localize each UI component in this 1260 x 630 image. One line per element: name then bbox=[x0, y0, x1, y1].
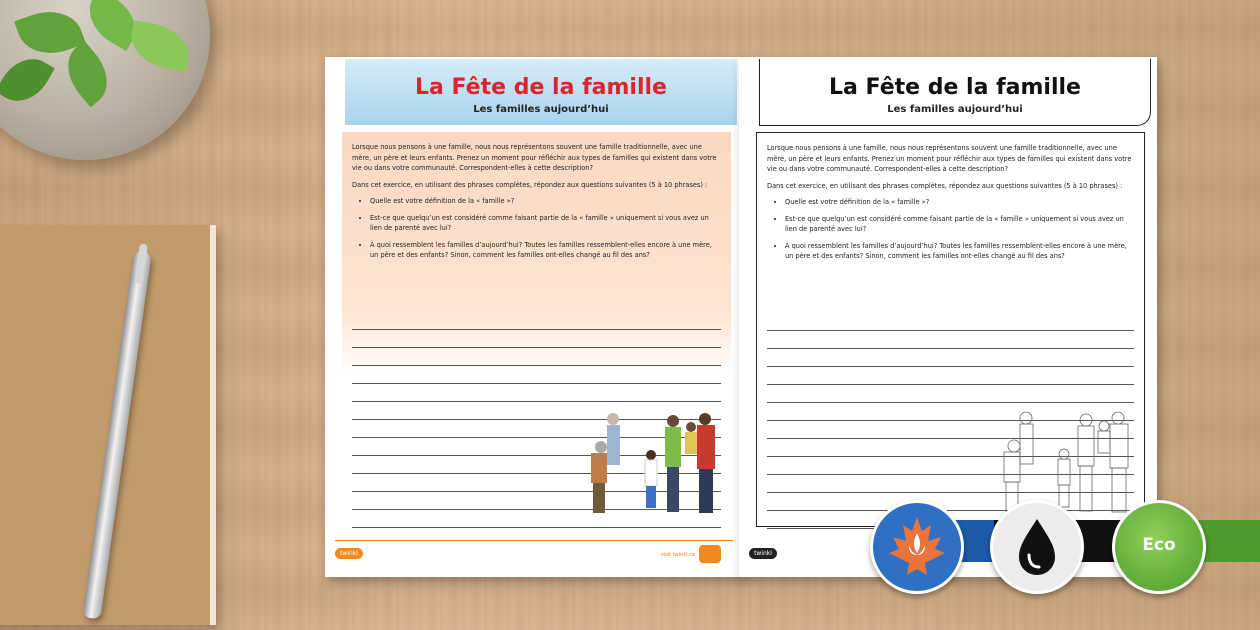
canadian-resource-badge bbox=[870, 500, 964, 594]
notebook bbox=[0, 225, 216, 625]
twinkl-logo: twinkl bbox=[749, 548, 777, 559]
worksheet-header bbox=[345, 59, 737, 125]
worksheet-header bbox=[759, 59, 1151, 126]
worksheet-title: La Fête de la famille bbox=[415, 75, 667, 100]
worksheet-title: La Fête de la famille bbox=[829, 75, 1081, 100]
ink-saver-badge bbox=[990, 500, 1084, 594]
question-list bbox=[352, 196, 721, 261]
question-item: • Quelle est votre définition de la « famille »? bbox=[370, 196, 721, 207]
question-item: • Est-ce que quelqu’un est considéré comme faisant partie de la « famille » uniquement si vous avez un lien de parenté avec lui? bbox=[785, 214, 1134, 235]
question-item: • À quoi ressemblent les familles d’aujourd’hui? Toutes les familles ressemblent-elles encore à une mère, un père et des enfants? Sinon, comment les familles ont-elles changé au fil des ans? bbox=[370, 240, 721, 261]
question-item: • Est-ce que quelqu’un est considéré comme faisant partie de la « famille » uniquement si vous avez un lien de parenté avec lui? bbox=[370, 213, 721, 234]
eco-badge bbox=[1112, 500, 1206, 594]
worksheet-color bbox=[325, 57, 743, 577]
twinkl-logo: twinkl bbox=[335, 548, 363, 559]
intro-paragraph: Lorsque nous pensons à une famille, nous nous représentons souvent une famille traditionnelle, avec une mère, un père et leurs enfants. Prenez un moment pour réfléchir aux types de familles qui existent dans votre vie ou dans votre communauté. Correspondent-elles à cette description? bbox=[352, 143, 717, 172]
footer-icon bbox=[699, 545, 721, 563]
question-item: • À quoi ressemblent les familles d’aujourd’hui? Toutes les familles ressemblent-elles encore à une mère, un père et des enfants? Sinon, comment les familles ont-elles changé au fil des ans? bbox=[785, 241, 1134, 262]
worksheet-subtitle: Les familles aujourd’hui bbox=[887, 104, 1023, 115]
worksheet-subtitle: Les familles aujourd’hui bbox=[473, 104, 609, 115]
footer-rule bbox=[335, 540, 733, 541]
maple-leaf-icon bbox=[873, 503, 961, 591]
worksheet-body bbox=[342, 132, 731, 527]
footer-url: visit twinkl.ca bbox=[660, 552, 695, 558]
family-illustration bbox=[583, 407, 723, 527]
ink-drop-icon bbox=[993, 503, 1081, 591]
worksheet-body bbox=[756, 132, 1145, 527]
instructions-paragraph: Dans cet exercice, en utilisant des phrases complètes, répondez aux questions suivantes (5 à 10 phrases) : bbox=[767, 181, 1123, 190]
question-item: • Quelle est votre définition de la « famille »? bbox=[785, 197, 1134, 208]
intro-paragraph: Lorsque nous pensons à une famille, nous nous représentons souvent une famille traditionnelle, avec une mère, un père et leurs enfants. Prenez un moment pour réfléchir aux types de familles qui existent dans votre vie ou dans votre communauté. Correspondent-elles à cette description? bbox=[767, 144, 1132, 173]
question-list bbox=[767, 197, 1134, 262]
instructions-paragraph: Dans cet exercice, en utilisant des phrases complètes, répondez aux questions suivantes (5 à 10 phrases) : bbox=[352, 180, 708, 189]
eco-label: Eco bbox=[1142, 535, 1176, 555]
worksheet-bw bbox=[739, 57, 1157, 577]
